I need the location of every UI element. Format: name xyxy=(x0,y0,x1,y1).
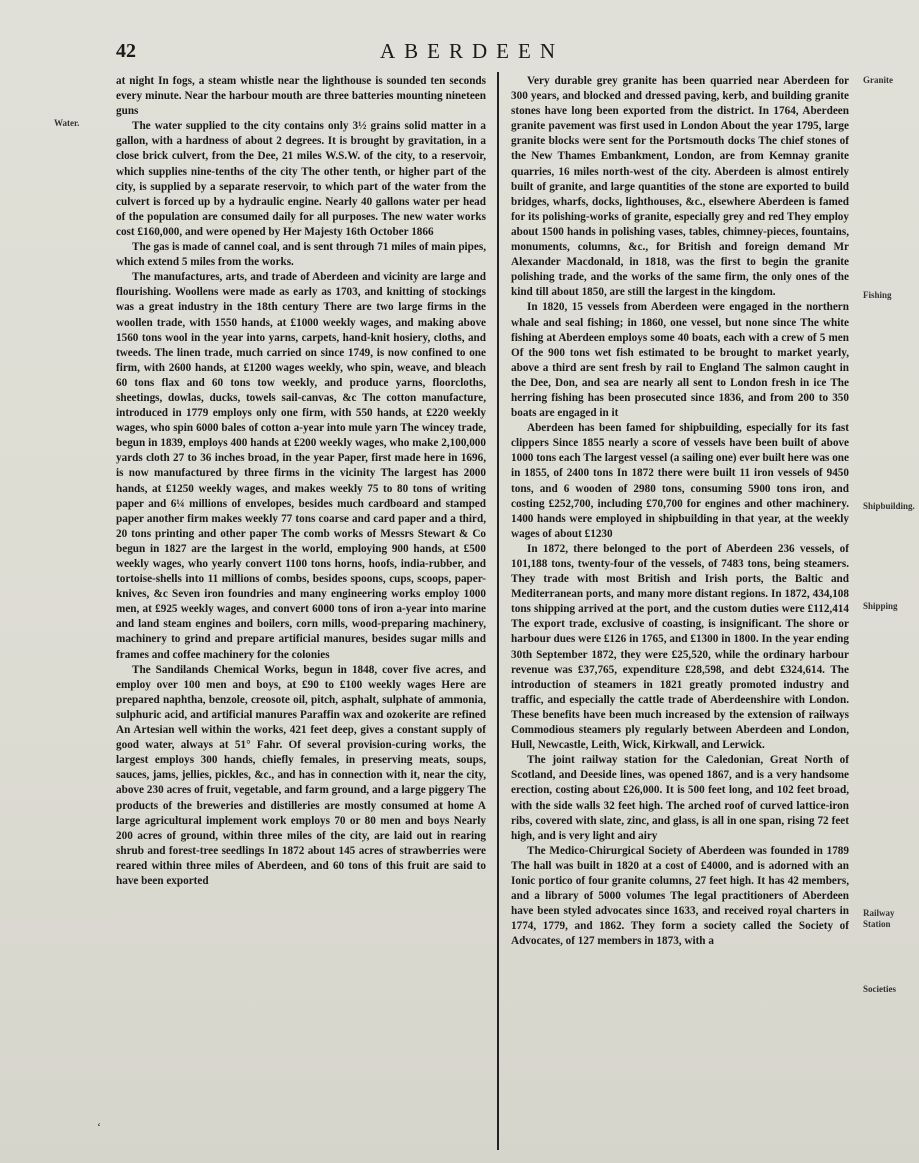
paragraph: The manufactures, arts, and trade of Aberdeen and vicinity are large and flourishing. Woollens were made as early as 1703, and knitting of stockings was a great industry in the 18th century There are two large firms in the woollen trade, with 1550 hands, at £1000 weekly wages, and making above 1560 tons wool in the year into yarns, carpets, hand-knit hosiery, cloths, and tweeds. The linen trade, much carried on since 1749, is now confined to one firm, with 2600 hands, at £1200 wages weekly, who spin, weave, and bleach 60 tons flax and 60 tons tow weekly, and produce yarns, floorcloths, sheetings, dowlas, ducks, towels sail-canvas, &c The cotton manufacture, introduced in 1779 employs only one firm, with 550 hands, at £220 weekly wages, who spin 6000 bales of cotton a-year into mule yarn The wincey trade, begun in 1839, employs 400 hands at £200 weekly wages, who make 2,100,000 yards cloth 27 to 36 inches broad, in the year Paper, first made here in 1696, is now manufactured by three firms in the vicinity The largest has 2000 hands, at £1250 weekly wages, and makes weekly 75 to 80 tons of writing paper and 6¼ millions of envelopes, besides much cardboard and stamped paper another firm makes weekly 77 tons coarse and card paper and a third, 20 tons printing and other paper The comb works of Messrs Stewart & Co begun in 1827 are the largest in the world, employing 900 hands, at £500 weekly wages, who yearly convert 1100 tons horns, hoofs, india-rubber, and tortoise-shells into 11 millions of combs, besides spoons, cups, scoops, paper-knives, &c Seven iron foundries and many engineering works employ 1000 men, at £925 weekly wages, and convert 6000 tons of iron a-year into marine and land steam engines and boilers, corn mills, wood-preparing machinery, machinery to grind and prepare artificial manures, besides sugar mills and frames and coffee machinery for the colonies xyxy=(116,271,486,661)
column-divider xyxy=(497,72,499,1150)
margin-note-societies: Societies xyxy=(863,984,896,994)
paragraph: In 1872, there belonged to the port of Aberdeen 236 vessels, of 101,188 tons, twenty-four of the vessels, of 7483 tons, being steamers. They trade with most British and Irish ports, the Baltic and Mediterranean ports, and many more distant regions. In 1872, 434,108 tons shipping arrived at the port, and the custom duties were £112,414 The export trade, exclusive of coasting, is insignificant. The shore or harbour dues were £126 in 1765, and £1300 in 1800. In the year ending 30th September 1872, they were £25,520, while the ordinary harbour revenue was £37,765, expenditure £28,598, and debt £324,614. The introduction of steamers in 1821 greatly promoted industry and traffic, and especially the cattle trade of Aberdeenshire with London. These benefits have been much increased by the extension of railways Commodious steamers ply regularly between Aberdeen and London, Hull, Newcastle, Leith, Wick, Kirkwall, and Lerwick. xyxy=(511,542,849,752)
paragraph: In 1820, 15 vessels from Aberdeen were engaged in the northern whale and seal fishing; in 1860, one vessel, but none since The white fishing at Aberdeen employs some 40 boats, each with a crew of 5 men Of the 900 tons wet fish estimated to be brought to market yearly, above a third are sent fresh by rail to England The salmon caught in the Dee, Don, and sea are nearly all sent to London fresh in ice The herring fishing has been prosecuted since 1836, and from 200 to 350 boats are engaged in it xyxy=(511,301,849,420)
margin-note-fishing: Fishing xyxy=(863,290,892,300)
right-column xyxy=(511,74,849,949)
margin-note-water: Water. xyxy=(54,118,80,128)
paragraph: The gas is made of cannel coal, and is sent through 71 miles of main pipes, which extend 5 miles from the works. xyxy=(116,241,486,269)
margin-note-granite: Granite xyxy=(863,75,893,85)
running-head: ABERDEEN xyxy=(380,39,564,63)
paragraph: at night In fogs, a steam whistle near the lighthouse is sounded ten seconds every minute. Near the harbour mouth are three batteries mounting nineteen guns xyxy=(116,75,486,118)
paragraph: The water supplied to the city contains only 3½ grains solid matter in a gallon, with a hardness of about 2 degrees. It is brought by gravitation, in a close brick culvert, from the Dee, 21 miles W.S.W. of the city, to a reservoir, which supplies nine-tenths of the city The other tenth, or higher part of the city, is supplied by a separate reservoir, to which part of the water from the culvert is forced up by a hydraulic engine. Nearly 40 gallons water per head of the population are consumed daily for all purposes. The new water works cost £160,000, and were opened by Her Majesty 16th October 1866 xyxy=(116,120,486,238)
paragraph: Very durable grey granite has been quarried near Aberdeen for 300 years, and blocked and dressed paving, kerb, and building granite stones have long been exported from the district. In 1764, Aberdeen granite pavement was first used in London About the year 1795, large granite blocks were sent for the Portsmouth docks The chief stones of the New Thames Embankment, London, are from Kemnay granite quarries, 16 miles north-west of the city. Aberdeen is almost entirely built of granite, and large quantities of the stone are exported to build bridges, wharfs, docks, lighthouses, &c., elsewhere Aberdeen is famed for its polishing-works of granite, especially grey and red They employ about 1500 hands in polishing vases, tables, chimney-pieces, fountains, monuments, columns, &c., for British and foreign demand Mr Alexander Macdonald, in 1818, was the first to begin the granite polishing trade, and the works of the same firm, the only ones of the kind till about 1850, are still the largest in the kingdom. xyxy=(511,75,849,299)
margin-note-railway-station: Railway Station xyxy=(863,908,895,929)
stray-ink-mark: ‘ xyxy=(97,1120,101,1134)
paragraph: The joint railway station for the Caledonian, Great North of Scotland, and Deeside lines, was opened 1867, and is a very handsome erection, costing about £26,000. It is 500 feet long, and 102 feet broad, with the side walls 32 feet high. The arched roof of curved lattice-iron ribs, covered with slate, zinc, and glass, is all in one span, rising 72 feet high, and is very light and airy xyxy=(511,754,849,842)
paragraph: Aberdeen has been famed for shipbuilding, especially for its fast clippers Since 1855 nearly a score of vessels have been built of above 1000 tons each The largest vessel (a sailing one) ever built here was one in 1855, of 2400 tons In 1872 there were built 11 iron vessels of 9450 tons, and 6 wooden of 2980 tons, consuming 5900 tons iron, and costing £252,700, including £70,700 for engines and other machinery. 1400 hands were employed in shipbuilding in that year, at the weekly wages of about £1230 xyxy=(511,422,849,540)
paragraph: The Medico-Chirurgical Society of Aberdeen was founded in 1789 The hall was built in 1820 at a cost of £4000, and is adorned with an Ionic portico of four granite columns, 27 feet high. It has 42 members, and a library of 5000 volumes The legal practitioners of Aberdeen have been styled advocates since 1633, and received royal charters in 1774, 1779, and 1862. They form a society called the Society of Advocates, of 127 members in 1873, with a xyxy=(511,844,849,948)
page-number: 42 xyxy=(116,40,136,62)
margin-note-shipping: Shipping xyxy=(863,601,898,611)
paragraph: The Sandilands Chemical Works, begun in 1848, cover five acres, and employ over 100 men and boys, at £90 to £100 weekly wages Here are prepared naphtha, benzole, creosote oil, pitch, asphalt, sulphate of ammonia, sulphuric acid, and artificial manures Paraffin wax and ozokerite are refined An Artesian well within the works, 421 feet deep, gives a constant supply of good water, always at 51° Fahr. Of several provision-curing works, the largest employs 300 hands, chiefly females, in preserving meats, soups, sauces, jams, jellies, pickles, &c., and has in connection with it, near the city, above 230 acres of fruit, vegetable, and farm ground, and a large piggery The products of the breweries and distilleries are mostly consumed at home A large agricultural implement work employs 70 or 80 men and boys Nearly 200 acres of ground, within three miles of the city, are laid out in rearing shrub and forest-tree seedlings In 1872 about 145 acres of strawberries were reared within three miles of Aberdeen, and 60 tons of this fruit are said to have been exported xyxy=(116,663,486,887)
left-column xyxy=(116,74,486,889)
margin-note-shipbuilding: Shipbuilding. xyxy=(863,501,915,511)
